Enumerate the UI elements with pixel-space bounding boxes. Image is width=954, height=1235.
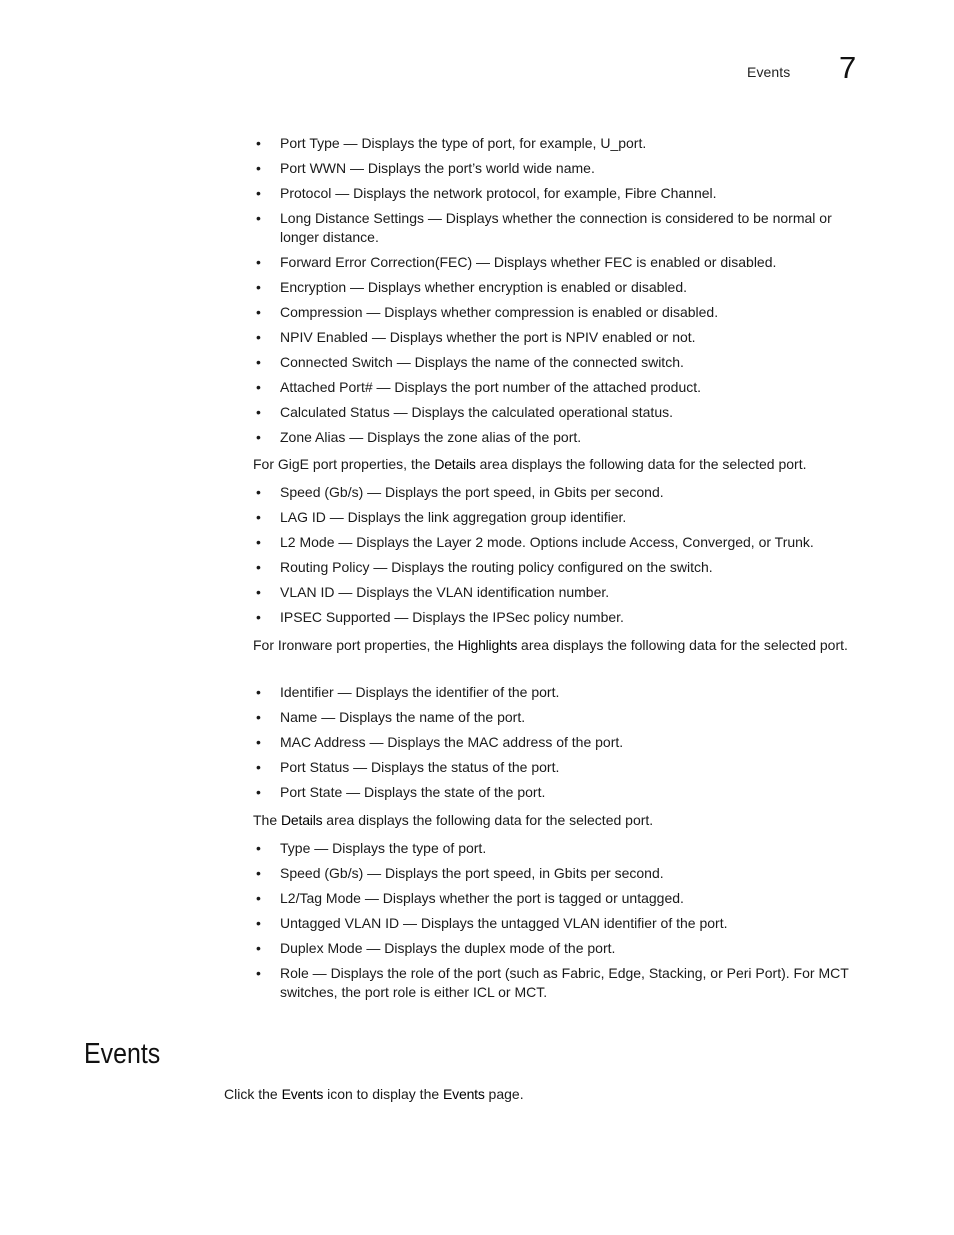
port-properties-list — [253, 134, 873, 453]
list-item: • L2/Tag Mode — Displays whether the port is tagged or untagged. — [256, 890, 684, 906]
list-item: • IPSEC Supported — Displays the IPSec policy number. — [256, 609, 624, 625]
list-item: • Attached Port# — Displays the port number of the attached product. — [256, 379, 702, 395]
list-item: • MAC Address — Displays the MAC address of the port. — [256, 734, 624, 750]
list-item: • Port Type — Displays the type of port, for example, U_port. — [256, 135, 647, 151]
highlights-term: Highlights — [457, 637, 518, 653]
list-item: • VLAN ID — Displays the VLAN identification number. — [256, 584, 610, 600]
running-header-section: Events — [747, 64, 791, 80]
list-item: • Long Distance Settings — Displays whether the connection is considered to be normal or longer distance. — [256, 210, 832, 245]
list-item: • Zone Alias — Displays the zone alias of the port. — [256, 429, 582, 445]
list-item: • Untagged VLAN ID — Displays the untagged VLAN identifier of the port. — [256, 915, 728, 931]
list-item: • Forward Error Correction(FEC) — Displays whether FEC is enabled or disabled. — [256, 254, 777, 270]
list-item: • Port State — Displays the state of the port. — [256, 784, 546, 800]
gige-properties-list — [253, 483, 873, 633]
list-item: • Speed (Gb/s) — Displays the port speed, in Gbits per second. — [256, 865, 664, 881]
list-item: • Calculated Status — Displays the calculated operational status. — [256, 404, 673, 420]
details-term: Details — [434, 456, 476, 472]
list-item: • Role — Displays the role of the port (such as Fabric, Edge, Stacking, or Peri Port). For MCT switches, the port role is either ICL or MCT. — [256, 965, 849, 1000]
list-item: • Routing Policy — Displays the routing policy configured on the switch. — [256, 559, 713, 575]
list-item: • Protocol — Displays the network protocol, for example, Fibre Channel. — [256, 185, 717, 201]
details-term: Details — [281, 812, 323, 828]
events-term: Events — [443, 1086, 485, 1102]
events-term: Events — [281, 1086, 324, 1102]
list-item: • Port WWN — Displays the port’s world wide name. — [256, 160, 595, 176]
details-properties-list — [253, 839, 873, 1008]
list-item: • Connected Switch — Displays the name of the connected switch. — [256, 354, 684, 370]
gige-intro-paragraph: For GigE port properties, the Details area displays the following data for the selected port. — [253, 456, 807, 472]
list-item: • Type — Displays the type of port. — [256, 840, 487, 856]
chapter-number: 7 — [839, 50, 857, 85]
list-item: • Identifier — Displays the identifier of the port. — [256, 684, 560, 700]
events-paragraph: Click the Events icon to display the Events page. — [224, 1086, 524, 1102]
list-item: • Duplex Mode — Displays the duplex mode of the port. — [256, 940, 616, 956]
list-item: • Name — Displays the name of the port. — [256, 709, 526, 725]
list-item: • LAG ID — Displays the link aggregation group identifier. — [256, 509, 627, 525]
ironware-intro-paragraph: For Ironware port properties, the Highlights area displays the following data for the selected port. — [253, 637, 848, 653]
details-intro-paragraph: The Details area displays the following data for the selected port. — [253, 812, 654, 828]
list-item: • Encryption — Displays whether encryption is enabled or disabled. — [256, 279, 687, 295]
ironware-properties-list — [253, 683, 873, 808]
list-item: • Compression — Displays whether compression is enabled or disabled. — [256, 304, 719, 320]
section-title: Events — [84, 1038, 161, 1070]
list-item: • Port Status — Displays the status of the port. — [256, 759, 560, 775]
list-item: • NPIV Enabled — Displays whether the port is NPIV enabled or not. — [256, 329, 696, 345]
list-item: • Speed (Gb/s) — Displays the port speed, in Gbits per second. — [256, 484, 664, 500]
list-item: • L2 Mode — Displays the Layer 2 mode. Options include Access, Converged, or Trunk. — [256, 534, 814, 550]
